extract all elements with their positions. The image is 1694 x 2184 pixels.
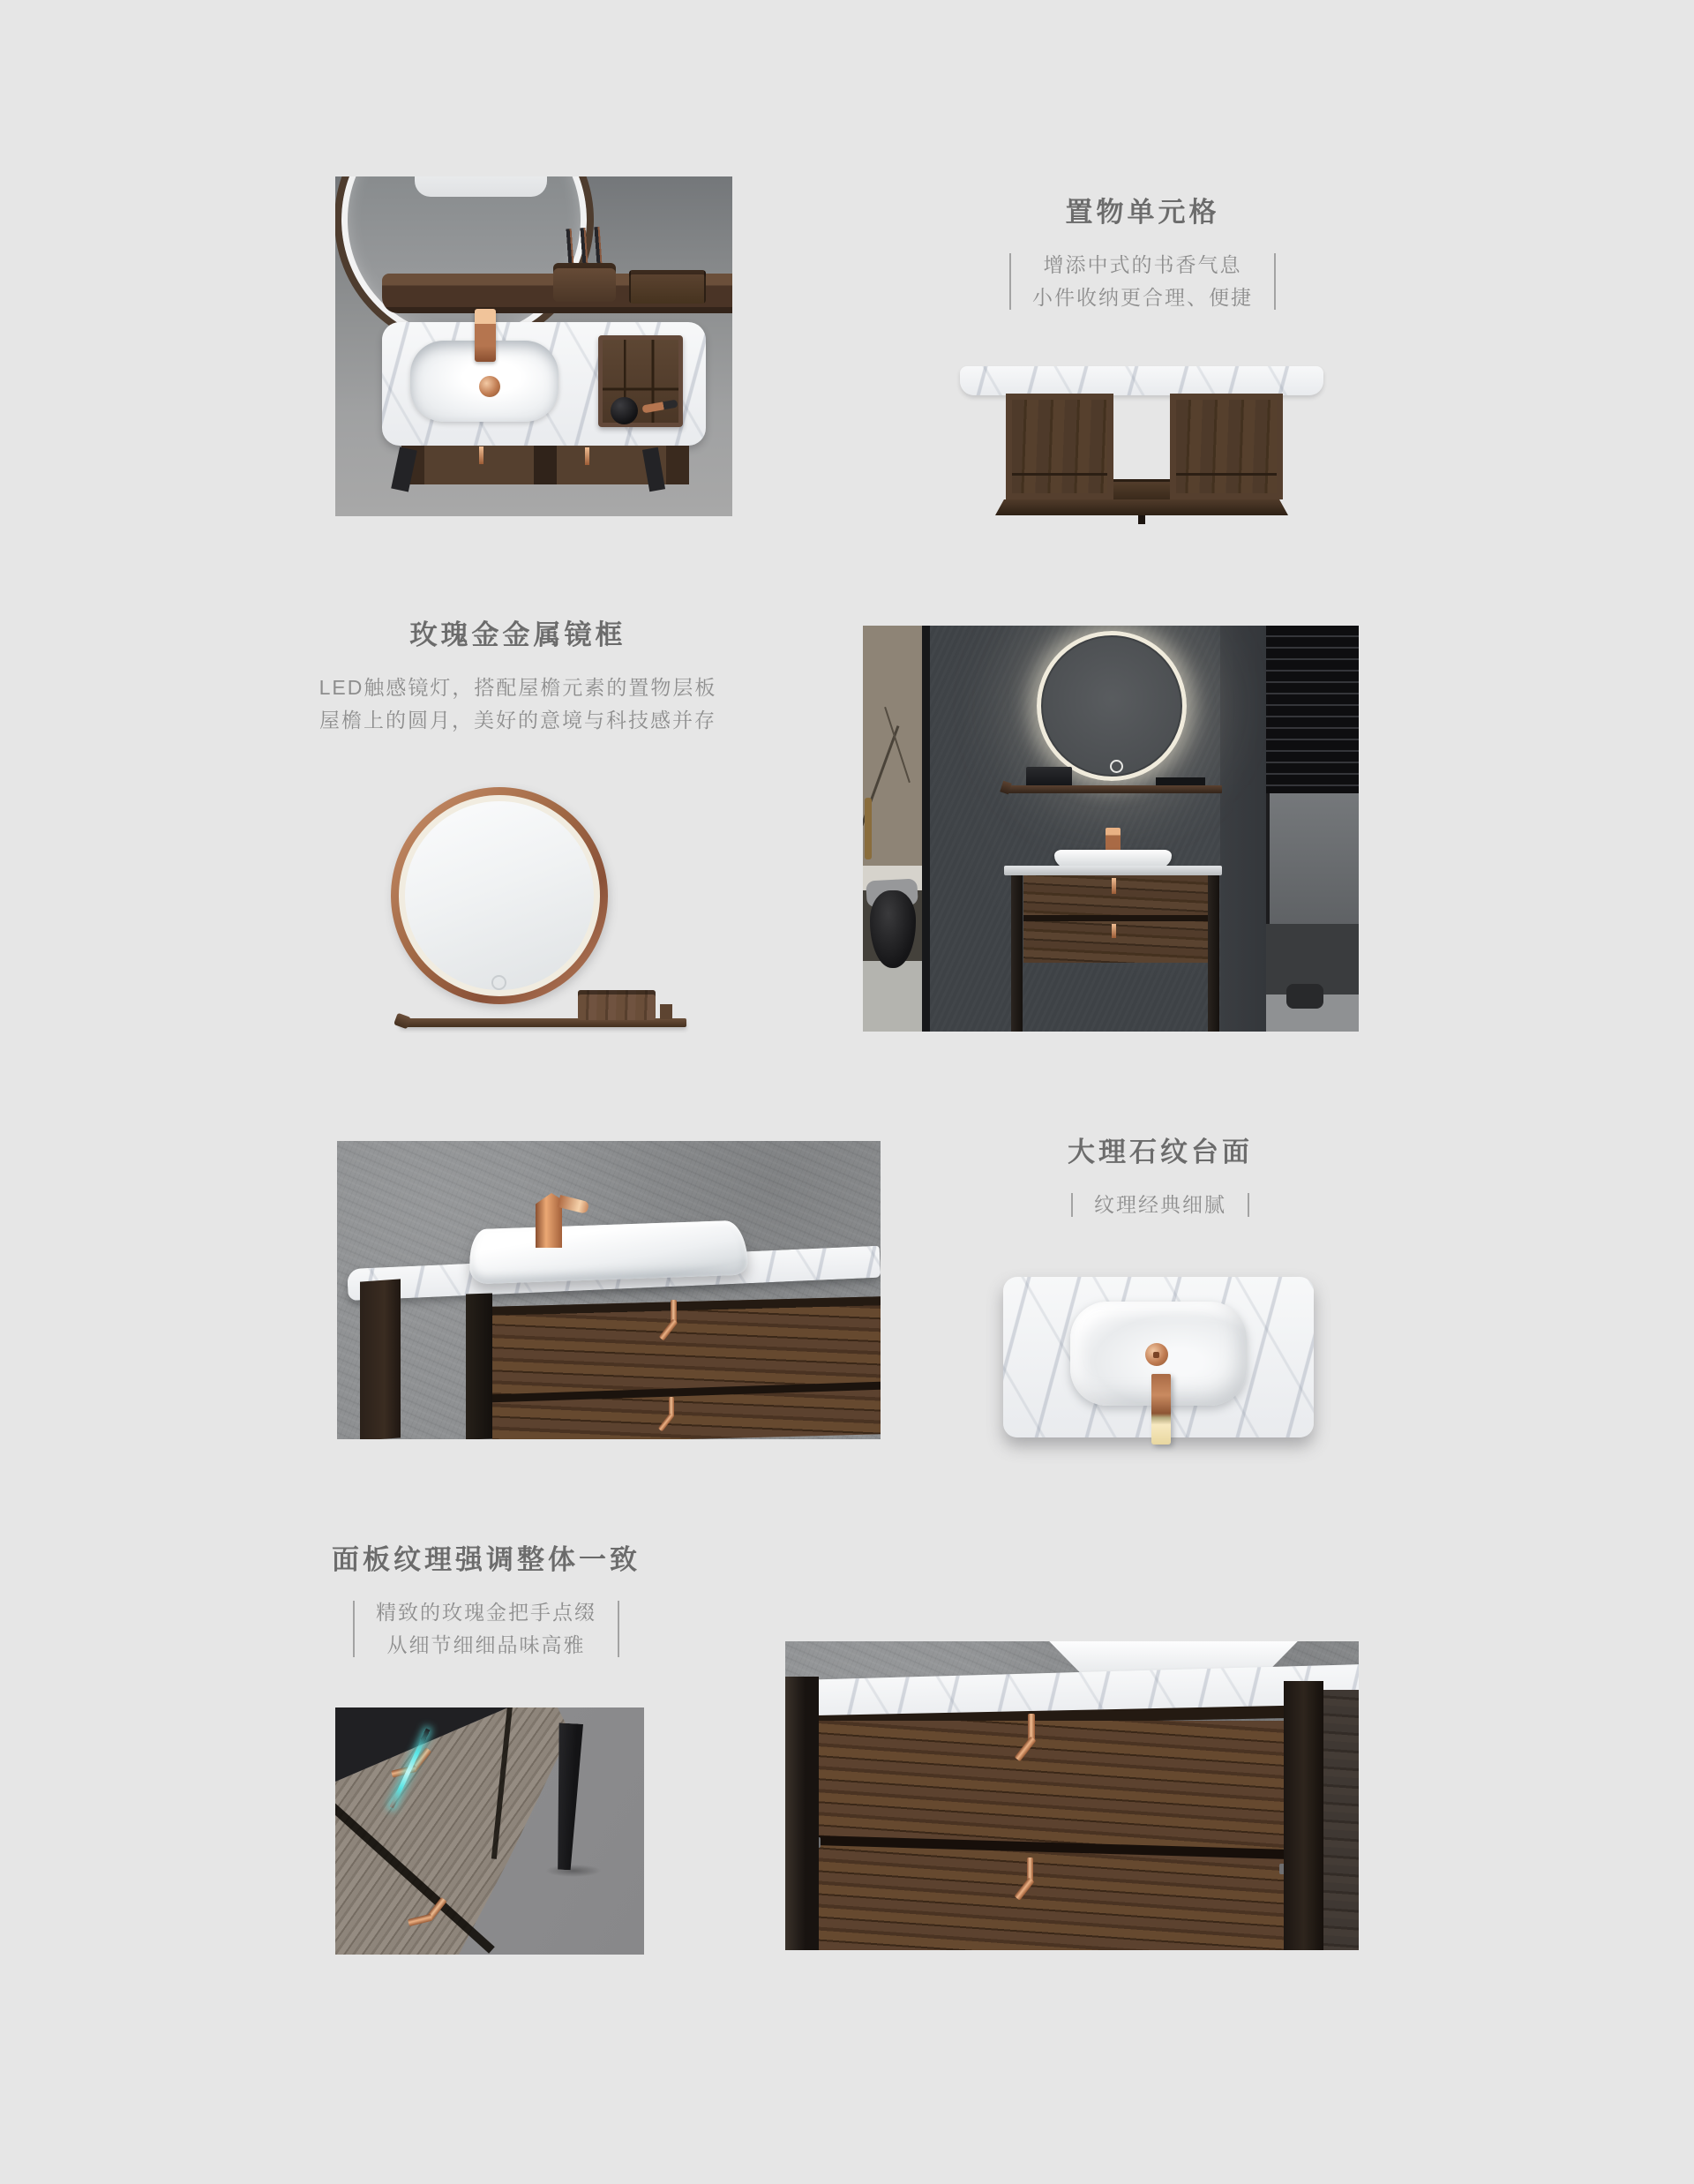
rose-gold-handle [664,1300,684,1342]
wall-shadow-band [1220,626,1266,1032]
section-title: 大理石纹台面 [1068,1137,1253,1167]
makeup-brushes [562,226,611,266]
shoji-slat-screen [1266,626,1359,793]
wall-divider [922,626,930,1032]
section-description [975,1189,1345,1221]
inner-shelf-line [1012,473,1107,476]
bathroom-scene-image [863,626,1359,1032]
section-title: 玫瑰金金属镜框 [409,619,626,650]
marble-countertop-product-image [1003,1277,1314,1450]
rose-gold-handle [1020,1858,1041,1902]
shelf-storage-box [578,990,656,1020]
side-panel [1266,793,1359,924]
section-description [957,249,1328,314]
shelf-organizer-box [553,263,616,302]
brass-fixture [865,798,872,859]
right-divider-bar [1248,1193,1249,1217]
marble-top-slab [960,366,1323,395]
rose-gold-faucet-top-view [1151,1374,1171,1445]
cabinet-side-panel [360,1279,401,1439]
wood-shelf-ledge [1004,785,1222,793]
vanity-cabinet [1023,875,1209,963]
section-description [301,1596,671,1662]
description-line: 屋檐上的圆月，美好的意境与科技感并存 [319,709,716,732]
panel-text-block [301,1537,671,1662]
description-line: 纹理经典细腻 [1094,1193,1226,1216]
vessel-basin [468,1220,748,1285]
section-title: 置物单元格 [1065,197,1220,228]
open-shelf-compartment-left [1006,394,1113,499]
led-backlit-mirror [1037,631,1187,781]
branch-decor [884,707,911,783]
drawer-handle [585,447,589,465]
storage-unit-product-image [960,366,1323,525]
black-stool [870,890,916,968]
storage-unit-text-block [957,190,1328,314]
base-plinth [995,499,1288,515]
walnut-drawer-fronts [819,1721,1286,1950]
rose-gold-handle [663,1397,680,1432]
vanity-top-view-image [335,176,732,516]
section-description [319,672,717,737]
cabinet-leg [1011,875,1023,1032]
leg-shadow [545,1865,602,1877]
walnut-drawer-fronts [492,1296,881,1439]
shelf-organizer-tray [629,270,706,304]
cosmetic-jar [611,397,638,424]
description-line: 增添中式的书香气息 [1043,253,1242,276]
section-title: 面板纹理强调整体一致 [332,1544,641,1575]
side-room-view [863,626,922,1032]
inner-shelf-line [1176,473,1277,476]
mirror-glass [405,801,594,990]
right-divider-bar [1274,253,1276,310]
vanity-closeup-image [337,1141,881,1439]
description-line: 小件收纳更合理、便捷 [1032,286,1253,309]
description-line: 精致的玫瑰金把手点缀 [376,1601,596,1624]
center-gap [1113,394,1170,499]
floor-object [1286,984,1323,1009]
drawer-handle [1112,878,1116,894]
base-peg [1138,515,1145,524]
mirror-text-block [319,612,717,737]
round-mirror-product-image [388,772,701,1037]
rose-gold-drain [1145,1343,1168,1366]
cabinet-frame-post [1284,1681,1323,1950]
rose-gold-mirror-frame [391,787,608,1004]
rose-gold-faucet [536,1188,592,1248]
rose-gold-handle [1020,1714,1043,1763]
cabinet-frame-post [466,1293,492,1439]
shelf-small-block [660,1004,672,1019]
cabinet-side-panel [1323,1690,1359,1950]
drawers-closeup-image [785,1641,1359,1950]
description-line: LED触感镜灯，搭配屋檐元素的置物层板 [319,676,717,699]
rose-gold-faucet-top-view [475,309,496,362]
right-divider-bar [618,1601,619,1657]
countertop-text-block [975,1130,1345,1221]
touch-sensor-icon [1110,760,1123,773]
marble-counter [1004,866,1222,875]
drawer-gap [492,1382,881,1403]
drawer-handle-closeup-image [335,1707,644,1955]
drawer-handle [479,447,483,464]
rose-gold-drain [479,376,500,397]
cabinet-leg [1208,875,1219,1032]
bottom-shelf-wood [1113,482,1170,499]
drawer-handle [1112,924,1116,938]
touch-sensor-icon [491,975,506,990]
basin-reflection [415,176,547,197]
cabinet-frame-left [785,1677,819,1950]
description-line: 从细节细细品味高雅 [386,1633,586,1656]
open-shelf-compartment-right [1170,394,1283,499]
